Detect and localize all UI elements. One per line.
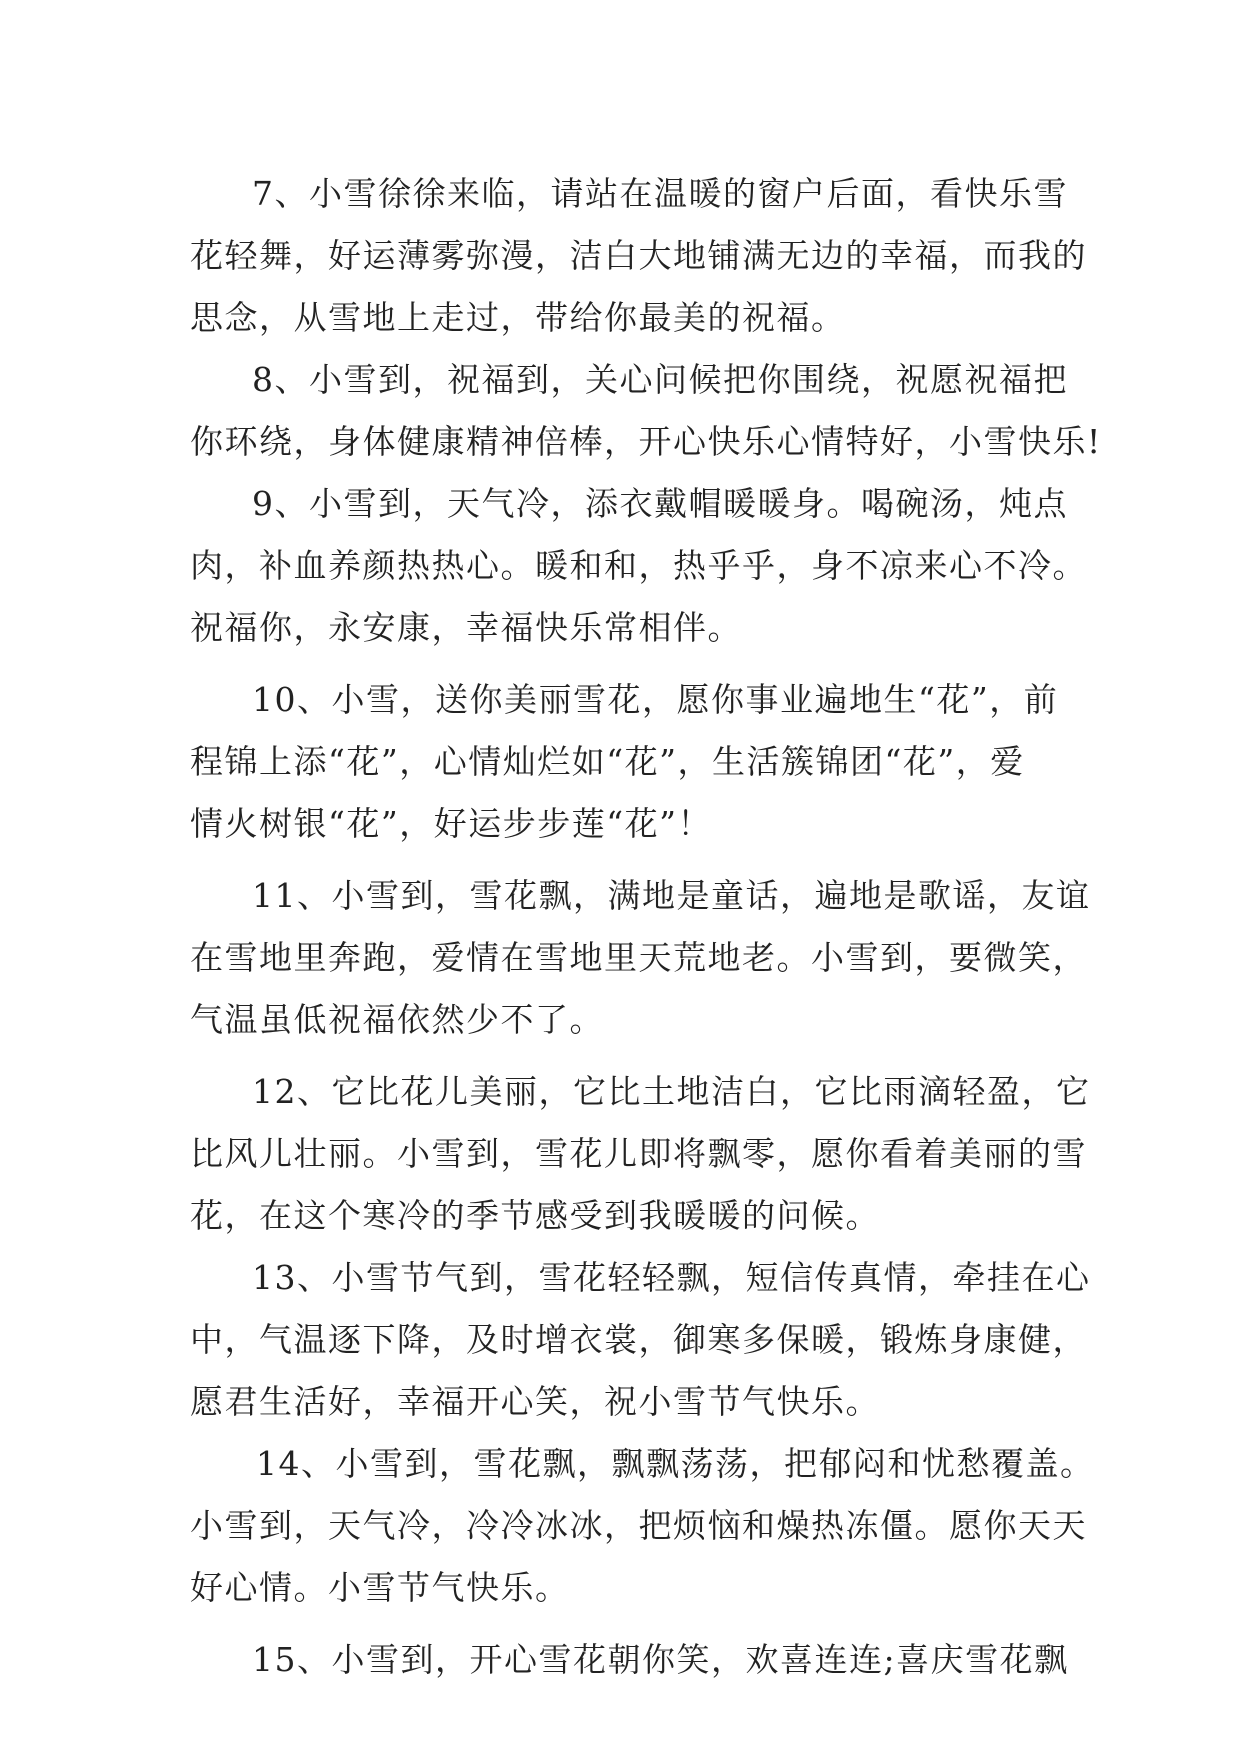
paragraph-8	[190, 349, 1102, 473]
paragraph-15	[190, 1629, 1069, 1691]
paragraph-line: 气温虽低祝福依然少不了。	[190, 1000, 604, 1039]
paragraph-line: 在雪地里奔跑，爱情在雪地里天荒地老。小雪到，要微笑，	[190, 938, 1087, 977]
paragraph-7	[190, 163, 1087, 349]
paragraph-spacer	[190, 1619, 1054, 1629]
paragraph-line: 你环绕，身体健康精神倍棒，开心快乐心情特好，小雪快乐!	[190, 422, 1102, 461]
paragraph-line: 思念，从雪地上走过，带给你最美的祝福。	[190, 298, 846, 337]
paragraph-spacer	[190, 659, 1054, 669]
paragraph-line: 7、小雪徐徐来临，请站在温暖的窗户后面，看快乐雪	[252, 174, 1068, 213]
paragraph-9	[190, 473, 1087, 659]
paragraph-line: 情火树银“花”，好运步步莲“花”！	[190, 804, 712, 843]
paragraph-line: 祝福你，永安康，幸福快乐常相伴。	[190, 608, 742, 647]
paragraph-11	[190, 865, 1091, 1051]
paragraph-10	[190, 669, 1059, 855]
paragraph-line: 中，气温逐下降，及时增衣裳，御寒多保暖，锻炼身康健，	[190, 1320, 1087, 1359]
paragraph-line: 14、小雪到，雪花飘，飘飘荡荡，把郁闷和忧愁覆盖。	[256, 1444, 1095, 1483]
paragraph-line: 8、小雪到，祝福到，关心问候把你围绕，祝愿祝福把	[252, 360, 1068, 399]
paragraph-line: 9、小雪到，天气冷，添衣戴帽暖暖身。喝碗汤，炖点	[252, 484, 1068, 523]
paragraph-line: 肉，补血养颜热热心。暖和和，热乎乎，身不凉来心不冷。	[190, 546, 1087, 585]
paragraph-line: 花轻舞，好运薄雾弥漫，洁白大地铺满无边的幸福，而我的	[190, 236, 1087, 275]
paragraph-line: 11、小雪到，雪花飘，满地是童话，遍地是歌谣，友谊	[252, 876, 1091, 915]
paragraph-13	[190, 1247, 1091, 1433]
paragraph-line: 12、它比花儿美丽，它比土地洁白，它比雨滴轻盈，它	[252, 1072, 1091, 1111]
paragraph-line: 比风儿壮丽。小雪到，雪花儿即将飘零，愿你看着美丽的雪	[190, 1134, 1087, 1173]
paragraph-line: 10、小雪，送你美丽雪花，愿你事业遍地生“花”，前	[252, 680, 1059, 719]
paragraph-line: 13、小雪节气到，雪花轻轻飘，短信传真情，牵挂在心	[252, 1258, 1091, 1297]
paragraph-spacer	[190, 855, 1054, 865]
paragraph-line: 程锦上添“花”，心情灿烂如“花”，生活簇锦团“花”，爱	[190, 742, 1025, 781]
paragraph-line: 好心情。小雪节气快乐。	[190, 1568, 570, 1607]
paragraph-spacer	[190, 1051, 1054, 1061]
paragraph-line: 愿君生活好，幸福开心笑，祝小雪节气快乐。	[190, 1382, 880, 1421]
paragraph-14	[190, 1433, 1095, 1619]
paragraph-line: 小雪到，天气冷，冷冷冰冰，把烦恼和燥热冻僵。愿你天天	[190, 1506, 1087, 1545]
paragraph-line: 花，在这个寒冷的季节感受到我暖暖的问候。	[190, 1196, 880, 1235]
document-body	[190, 163, 1102, 1691]
paragraph-line: 15、小雪到，开心雪花朝你笑，欢喜连连;喜庆雪花飘	[252, 1640, 1069, 1679]
paragraph-12	[190, 1061, 1091, 1247]
